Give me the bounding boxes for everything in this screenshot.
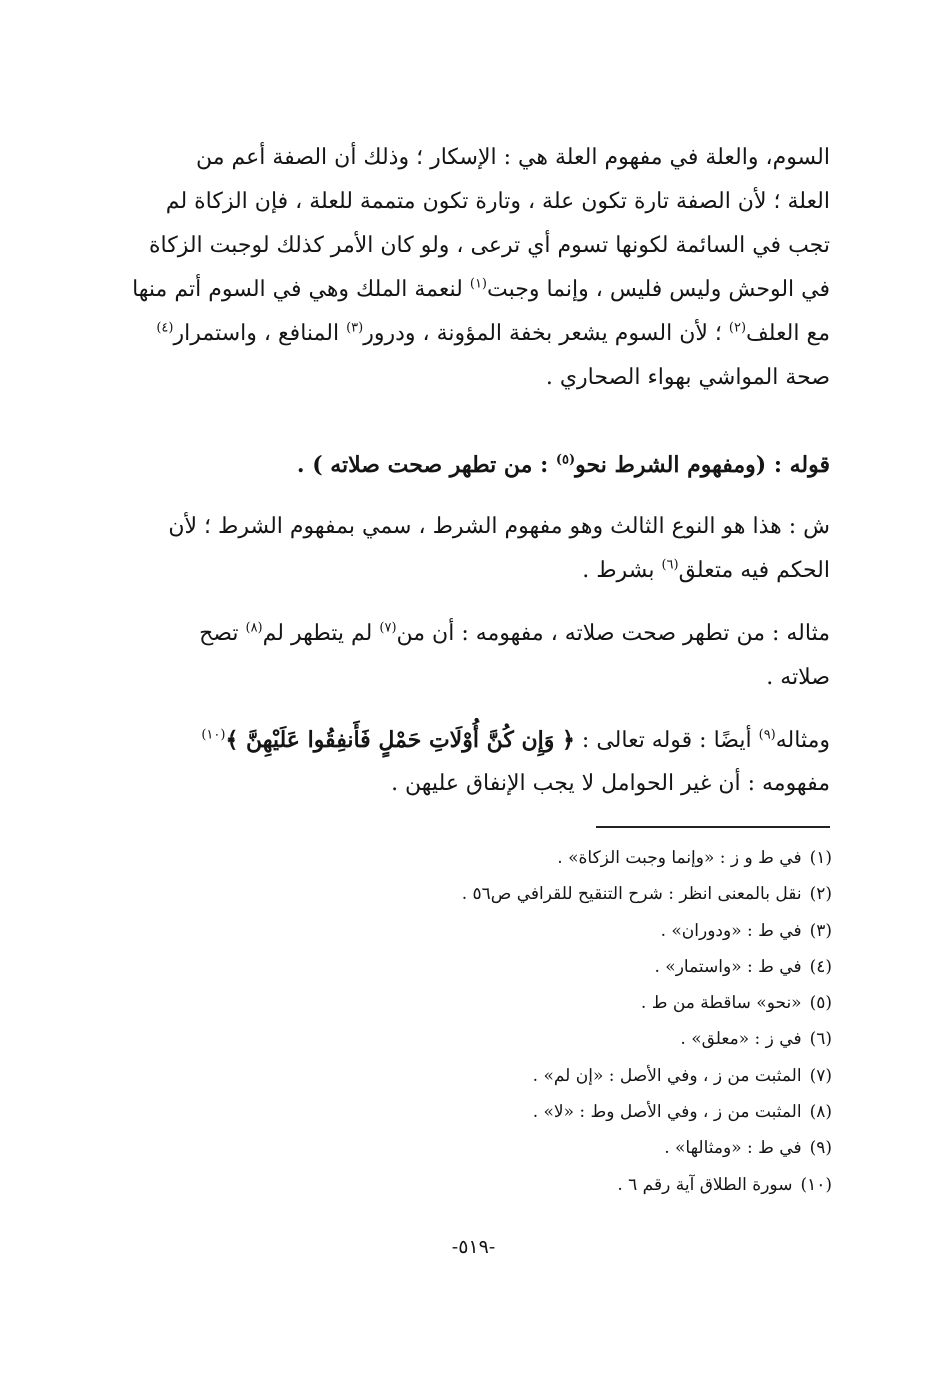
footnote-item (200, 949, 832, 985)
text-run: ومثاله (775, 728, 830, 753)
paragraph-4-line-1 (120, 718, 830, 762)
footnote-text: نقل بالمعنى انظر : شرح التنقيح للقرافي ص٥٦ . (461, 884, 802, 905)
footnote-number: (١) (809, 848, 832, 868)
footnote-item (200, 913, 832, 949)
footnote-number: (١٠) (800, 1174, 832, 1195)
footnote-ref-4: (٤) (156, 320, 174, 336)
paragraph-1 (120, 136, 830, 400)
footnote-number: (٩) (809, 1138, 832, 1159)
footnote-ref-1: (١) (469, 276, 487, 292)
text-run: مثاله : من تطهر صحت صلاته ، مفهومه : أن من (396, 621, 830, 646)
text-run: الحكم فيه متعلق (678, 558, 830, 583)
footnote-ref-8: (٨) (245, 620, 263, 636)
heading-line (120, 443, 830, 487)
footnote-text: في ط : «ومثالها» . (664, 1138, 802, 1159)
footnote-ref-3: (٣) (346, 320, 364, 336)
footnote-ref-10: (١٠) (201, 727, 226, 743)
paragraph-2 (120, 505, 830, 593)
paragraph-1-line-2: العلة ؛ لأن الصفة تارة تكون علة ، وتارة تكون متممة للعلة ، فإن الزكاة لم (165, 189, 830, 214)
footnote-item (200, 1021, 832, 1057)
footnote-text: في ز : «معلق» . (680, 1029, 802, 1050)
paragraph-3 (120, 612, 830, 700)
text-run: المنافع ، واستمرار (173, 321, 347, 346)
footnote-ref-6: (٦) (661, 557, 679, 573)
footnote-number: (٣) (809, 920, 832, 941)
footnote-number: (٦) (809, 1029, 832, 1050)
footnote-ref-7: (٧) (379, 620, 397, 636)
footnote-item (200, 1167, 832, 1203)
paragraph-1-line-1: السوم، والعلة في مفهوم العلة هي : الإسكار ؛ وذلك أن الصفة أعم من (195, 145, 830, 170)
paragraph-4-line-2: مفهومه : أن غير الحوامل لا يجب الإنفاق عليهن . (391, 771, 830, 796)
footnote-text: سورة الطلاق آية رقم ٦ . (617, 1174, 793, 1195)
footnote-ref-5: (٥) (555, 452, 576, 468)
footnote-number: (٧) (809, 1065, 832, 1086)
text-run: في الوحش وليس فليس ، وإنما وجبت (487, 277, 830, 302)
text-run: لنعمة الملك وهي في السوم أتم منها (132, 277, 470, 302)
footnote-ref-2: (٢) (728, 320, 747, 336)
text-run: ؛ لأن السوم يشعر بخفة المؤونة ، ودرور (363, 321, 729, 346)
paragraph-2-line-1: ش : هذا هو النوع الثالث وهو مفهوم الشرط ، سمي بمفهوم الشرط ؛ لأن (168, 514, 830, 539)
footnotes (200, 840, 832, 1203)
footnote-item (200, 1130, 832, 1166)
paragraph-1-line-5 (120, 312, 830, 356)
paragraph-3-line-1 (120, 612, 830, 656)
footnote-item (200, 985, 832, 1021)
footnote-divider (596, 826, 830, 828)
text-run: تصح (199, 621, 246, 646)
footnote-text: المثبت من ز ، وفي الأصل : «إن لم» . (532, 1065, 802, 1086)
footnote-text: «نحو» ساقطة من ط . (640, 993, 802, 1014)
paragraph-1-line-3: تجب في السائمة لكونها تسوم أي ترعى ، ولو كان الأمر كذلك لوجبت الزكاة (149, 233, 830, 258)
paragraph-2-line-2 (120, 549, 830, 593)
footnote-item (200, 876, 832, 912)
paragraph-1-line-6: صحة المواشي بهواء الصحاري . (545, 365, 830, 390)
footnote-item (200, 1058, 832, 1094)
quran-verse: ﴿ وَإِن كُنَّ أُوْلَاتِ حَمْلٍ فَأَنفِقُوا عَلَيْهِنَّ ﴾ (225, 727, 575, 753)
text-run: مع العلف (746, 321, 830, 346)
footnote-item (200, 840, 832, 876)
text-run: بشرط . (582, 558, 662, 583)
footnote-number: (٥) (809, 993, 832, 1014)
text-run: أيضًا : قوله تعالى : (574, 728, 759, 753)
footnote-text: في ط : «ودوران» . (660, 920, 802, 941)
footnote-number: (٨) (809, 1102, 832, 1123)
text-run: لم يتطهر لم (262, 621, 380, 646)
footnote-text: المثبت من ز ، وفي الأصل وط : «لا» . (532, 1102, 802, 1123)
footnote-number: (٤) (809, 956, 832, 977)
footnote-ref-9: (٩) (758, 727, 776, 743)
paragraph-3-line-2: صلاته . (766, 665, 830, 690)
paragraph-1-line-4 (120, 268, 830, 312)
footnote-item (200, 1094, 832, 1130)
footnote-text: في ط : «واستمار» . (654, 956, 802, 977)
page-number: -٥١٩- (451, 1236, 496, 1258)
section-heading (120, 443, 830, 487)
paragraph-4 (120, 718, 830, 806)
footnote-number: (٢) (809, 884, 832, 905)
text-run: : من تطهر صحت صلاته ) . (296, 452, 556, 478)
footnote-text: في ط و ز : «وإنما وجبت الزكاة» . (557, 848, 802, 868)
text-run: قوله : (ومفهوم الشرط نحو (575, 452, 830, 478)
